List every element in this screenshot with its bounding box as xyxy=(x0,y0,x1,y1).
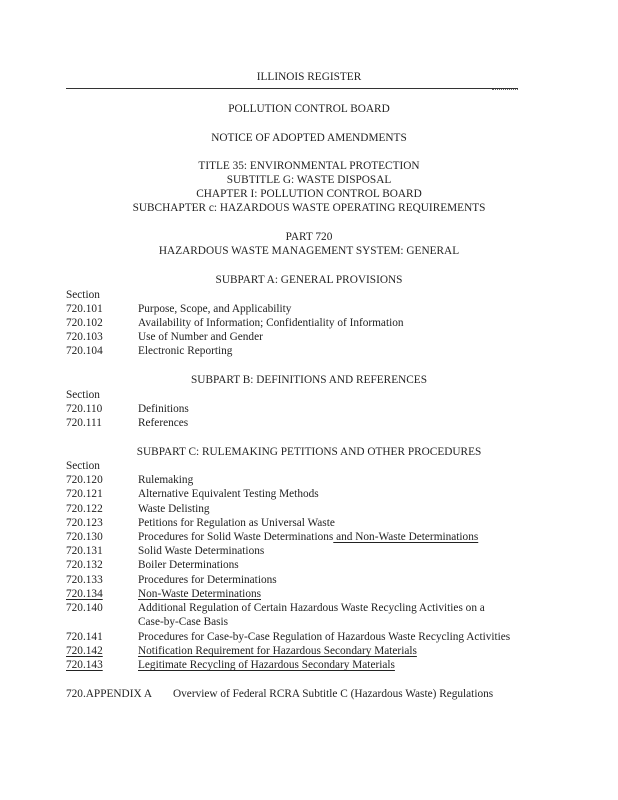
section-number: 720.120 xyxy=(66,474,103,486)
section-title: Electronic Reporting xyxy=(138,345,233,357)
section-title: Petitions for Regulation as Universal Waste xyxy=(138,517,335,529)
header-rule xyxy=(66,88,518,89)
toc-row xyxy=(0,418,618,432)
title-line: TITLE 35: ENVIRONMENTAL PROTECTION xyxy=(198,160,420,172)
notice-title: NOTICE OF ADOPTED AMENDMENTS xyxy=(211,132,407,144)
toc-row xyxy=(0,646,618,660)
subpart-c-heading: SUBPART C: RULEMAKING PETITIONS AND OTHER PROCEDURES xyxy=(136,446,482,458)
section-number: 720.110 xyxy=(66,403,103,415)
appendix-label: 720.APPENDIX A xyxy=(66,688,152,700)
toc-row xyxy=(0,489,618,503)
toc-row xyxy=(0,318,618,332)
board-name: POLLUTION CONTROL BOARD xyxy=(228,103,390,115)
section-title: Procedures for Determinations xyxy=(138,574,277,586)
section-title: Notification Requirement for Hazardous Secondary Materials xyxy=(138,645,417,657)
appendix-title: Overview of Federal RCRA Subtitle C (Hazardous Waste) Regulations xyxy=(173,688,494,700)
toc-row xyxy=(0,632,618,646)
section-number: 720.140 xyxy=(66,602,103,614)
added-text: and Non-Waste Determinations xyxy=(333,531,479,543)
section-title: Use of Number and Gender xyxy=(138,331,263,343)
section-title: Alternative Equivalent Testing Methods xyxy=(138,488,319,500)
toc-row xyxy=(0,560,618,574)
part-name: HAZARDOUS WASTE MANAGEMENT SYSTEM: GENERAL xyxy=(158,245,460,257)
toc-row xyxy=(0,404,618,418)
section-title: Availability of Information; Confidentiality of Information xyxy=(138,317,404,329)
section-number: 720.141 xyxy=(66,631,103,643)
toc-row xyxy=(0,518,618,532)
toc-row xyxy=(0,660,618,674)
toc-row xyxy=(0,532,618,546)
subpart-c-section-label: Section xyxy=(66,460,100,472)
subpart-a-section-label: Section xyxy=(66,289,100,301)
section-number: 720.101 xyxy=(66,303,103,315)
section-title-text: Procedures for Solid Waste Determinations xyxy=(138,531,334,543)
section-number: 720.102 xyxy=(66,317,103,329)
toc-row xyxy=(0,546,618,560)
chapter-line: CHAPTER I: POLLUTION CONTROL BOARD xyxy=(196,188,422,200)
toc-row xyxy=(0,304,618,318)
toc-row xyxy=(0,346,618,360)
toc-row xyxy=(0,332,618,346)
section-number: 720.103 xyxy=(66,331,103,343)
section-number: 720.122 xyxy=(66,503,103,515)
toc-row xyxy=(0,504,618,518)
appendix-row xyxy=(66,688,494,700)
toc-row xyxy=(0,617,618,631)
section-title: Procedures for Case-by-Case Regulation of Hazardous Waste Recycling Activities xyxy=(138,631,511,643)
section-title: Boiler Determinations xyxy=(138,559,239,571)
toc-row xyxy=(0,575,618,589)
subpart-b-heading: SUBPART B: DEFINITIONS AND REFERENCES xyxy=(191,374,427,386)
section-title: Non-Waste Determinations xyxy=(138,588,262,600)
subpart-a-heading: SUBPART A: GENERAL PROVISIONS xyxy=(215,274,403,286)
toc-row xyxy=(0,589,618,603)
section-title: Purpose, Scope, and Applicability xyxy=(138,303,292,315)
section-number: 720.121 xyxy=(66,488,103,500)
section-title: References xyxy=(138,417,189,429)
section-number: 720.142 xyxy=(66,645,103,657)
part-number: PART 720 xyxy=(285,231,333,243)
subpart-b-section-label: Section xyxy=(66,389,100,401)
section-number: 720.134 xyxy=(66,588,103,600)
section-title: Rulemaking xyxy=(138,474,194,486)
section-number: 720.132 xyxy=(66,559,103,571)
section-number: 720.131 xyxy=(66,545,103,557)
subtitle-line: SUBTITLE G: WASTE DISPOSAL xyxy=(226,174,392,186)
section-number: 720.143 xyxy=(66,659,103,671)
section-number: 720.104 xyxy=(66,345,103,357)
section-title: Solid Waste Determinations xyxy=(138,545,265,557)
toc-row xyxy=(0,475,618,489)
section-title: Legitimate Recycling of Hazardous Secondary Materials xyxy=(138,659,395,671)
subchapter-line: SUBCHAPTER c: HAZARDOUS WASTE OPERATING REQUIREMENTS xyxy=(132,202,486,214)
section-title: Additional Regulation of Certain Hazardous Waste Recycling Activities on a xyxy=(138,602,485,614)
section-number: 720.130 xyxy=(66,531,103,543)
register-header: ILLINOIS REGISTER xyxy=(256,71,362,83)
section-number: 720.133 xyxy=(66,574,103,586)
section-number: 720.111 xyxy=(66,417,102,429)
section-title: Definitions xyxy=(138,403,189,415)
header-rule-dots xyxy=(492,89,518,90)
section-title: Waste Delisting xyxy=(138,503,210,515)
section-title: Case-by-Case Basis xyxy=(138,616,229,628)
toc-row xyxy=(0,603,618,617)
section-number: 720.123 xyxy=(66,517,103,529)
section-title xyxy=(138,532,478,543)
